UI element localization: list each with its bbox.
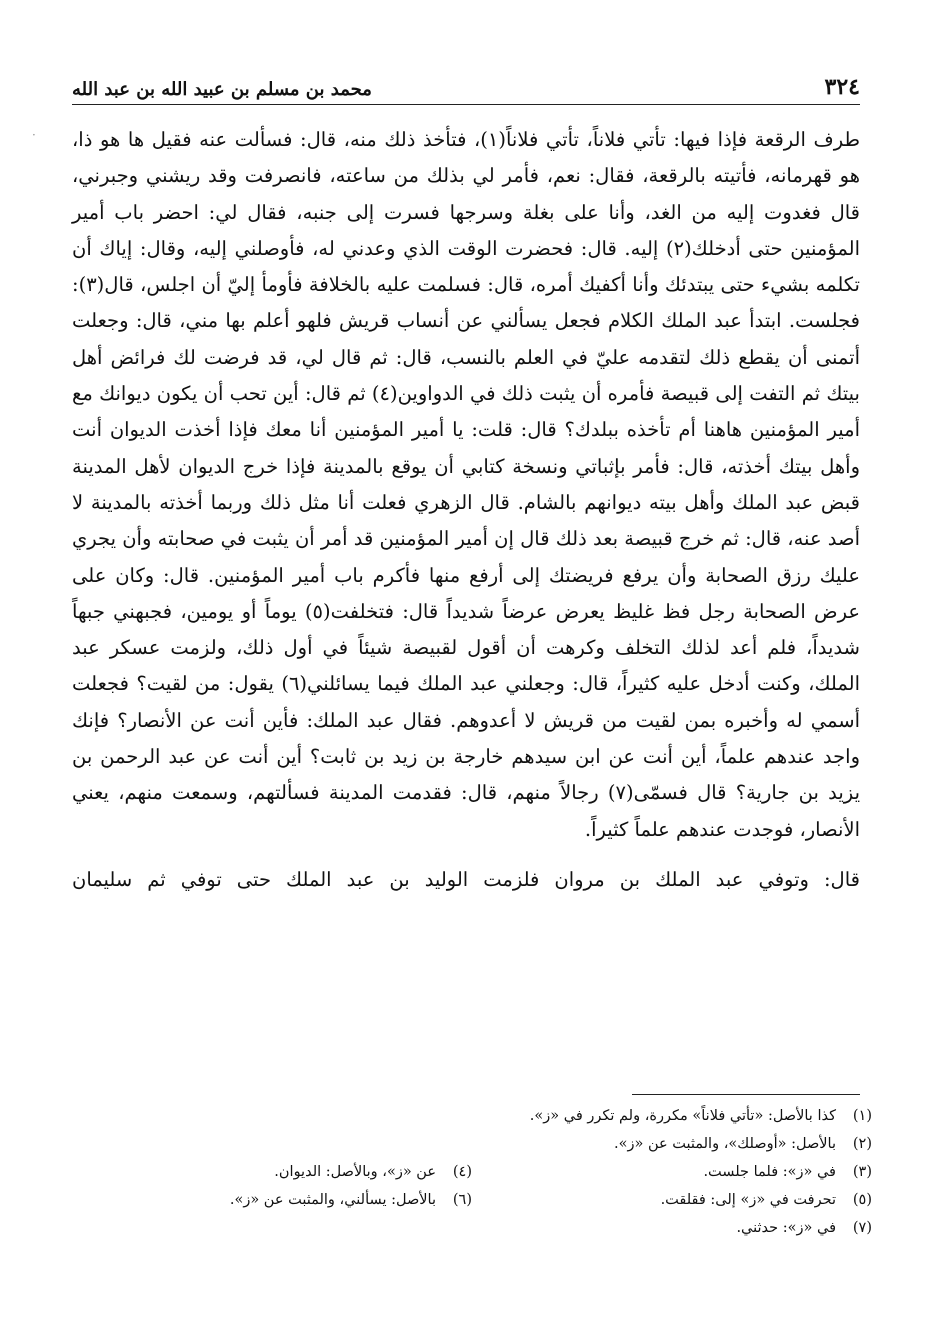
footnote [72,1102,872,1130]
main-text [72,122,860,898]
footnote-text: بالأصل: يسألني، والمثبت عن «ز». [229,1192,436,1208]
footnote-text: بالأصل: «أوصلك»، والمثبت عن «ز». [614,1136,836,1152]
footnote [472,1186,872,1214]
footnote [72,1158,472,1186]
page-number: ٣٢٤ [824,74,860,100]
footnote [72,1130,872,1158]
footnote-text: كذا بالأصل: «تأتي فلاناً» مكررة، ولم تكرر في «ز». [529,1108,836,1124]
footnote-number: (١) [852,1108,872,1124]
footnote-rule [632,1094,860,1095]
footnote [472,1158,872,1186]
paragraph: طرف الرقعة فإذا فيها: تأتي فلاناً، تأتي فلاناً(١)، فتأخذ ذلك منه، قال: فسألت عنه فقيل ها هو ذا، هو قهرمانه، فأتيته بالرقعة، فقال: نعم، فأمر لي بذلك من ساعته، فانصرفت وقد ريشني وجبرني، قال فغدوت إليه من الغد، وأنا على بغلة وسرجها فسرت إلى جنبه، فقال لي: احضر باب أمير المؤمنين حتى أدخلك(٢) إليه. قال: فحضرت الوقت الذي وعدني له، فأوصلني إليه، وقال: إياك أن تكلمه بشيء حتى يبتدئك وأنا أكفيك أمره، قال: فسلمت عليه بالخلافة فأومأ إليّ أن اجلس، قال(٣): فجلست. ابتدأ عبد الملك الكلام فجعل يسألني عن أنساب قريش فلهو أعلم بها مني، قال: وجعلت أتمنى أن يقطع ذلك لتقدمه عليّ في العلم بالنسب، قال: ثم قال لي، قد فرضت لك فرائض أهل بيتك ثم التفت إلى قبيصة فأمره أن يثبت ذلك في الدواوين(٤) ثم قال: أين تحب أن يكون ديوانك مع أمير المؤمنين هاهنا أم تأخذه ببلدك؟ قال: قلت: يا أمير المؤمنين أنا معك فإذا أخذت الديوان أنت وأهل بيتك أخذته، قال: فأمر بإثباتي ونسخة كتابي أن يوقع بالمدينة فإذا خرج الديوان لأهل المدينة قبض عبد الملك وأهل بيته ديوانهم بالشام. قال الزهري فعلت أنا مثل ذلك وربما أخذته بالمدينة لا أصد عنه، قال: ثم خرج قبيصة بعد ذلك قال إن أمير المؤمنين قد أمر أن يثبت في صحابته وأن يجري عليك رزق الصحابة وأن يرفع فريضتك إلى أرفع منها فأكرم باب أمير المؤمنين. قال: وكان على عرض الصحابة رجل فظ غليظ يعرض عرضاً شديداً قال: فتخلفت(٥) يوماً أو يومين، فجبهني جبهاً شديداً، فلم أعد لذلك التخلف وكرهت أن أقول لقبيصة شيئاً في أول ذلك، ولزمت عسكر عبد الملك، وكنت أدخل عليه كثيراً، قال: وجعلني عبد الملك فيما يسائلني(٦) يقول: من لقيت؟ فجعلت أسمي له وأخبره بمن لقيت من قريش لا أعدوهم. فقال عبد الملك: فأين أنت عن الأنصار؟ فإنك واجد عندهم علماً، أين أنت عن ابن سيدهم خارجة بن زيد بن ثابت؟ أين أنت عن عبد الرحمن بن يزيد بن جارية؟ قال فسمّى(٧) رجالاً منهم، قال: فقدمت المدينة فسألتهم، وسمعت منهم، يعني الأنصار، فوجدت عندهم علماً كثيراً. [72,128,861,841]
page-header [72,60,860,100]
paragraph: قال: وتوفي عبد الملك بن مروان فلزمت الوليد بن عبد الملك حتى توفي ثم سليمان [72,867,860,891]
footnote-number: (٧) [852,1220,872,1236]
footnote-number: (٥) [852,1192,872,1208]
footnote-number: (٣) [852,1164,872,1180]
footnote-number: (٢) [852,1136,872,1152]
footnote-row [72,1186,872,1214]
footnote-text: في «ز»: حدثني. [736,1220,836,1236]
footnote-number: (٤) [452,1164,472,1180]
running-title: محمد بن مسلم بن عبيد الله بن عبد الله [72,79,372,100]
footnote-row [72,1158,872,1186]
footnote-text: تحرفت في «ز» إلى: فقلقت. [660,1192,836,1208]
footnote-text: في «ز»: فلما جلست. [703,1164,836,1180]
footnote [72,1186,472,1214]
header-rule [72,104,860,105]
footnotes [72,1102,872,1242]
margin-mark: · [32,128,36,142]
footnote-number: (٦) [452,1192,472,1208]
footnote-text: عن «ز»، وبالأصل: الديوان. [274,1164,436,1180]
footnote [72,1214,872,1242]
